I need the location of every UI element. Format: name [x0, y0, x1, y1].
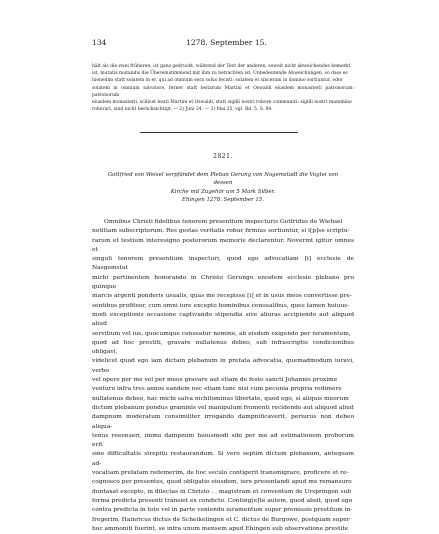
text-line: tenus reeenseri, immo dampnum huiusmodi sibi per me ad estimationem proborum erit: [92, 432, 354, 449]
text-line: nullatenus debeo, hac michi salva nichilominus libertate, quod ego, si aliquis meorum: [92, 395, 349, 402]
text-line: cognosco per presentes, quod obligatio eiusdem, iure presentandi apud me remansuro: [92, 479, 352, 486]
text-line: dampnum moderatum consimiliter irrogando dampnificaverit, periurus non debeo aliqua-: [92, 414, 354, 430]
text-line: venturo infra tres annos eandem nec etiam tunc nisi cum pecunia propria redimere: [92, 386, 342, 393]
note-line: roborari, sind nicht berücksichtigt. — 2) Juni 24. — 3) Mai 25, vgl. Bd. 5, S. 84.: [92, 107, 273, 113]
text-line: contra predicta in toto vel in parte veniendo iuramentum super premissis prestitum in-: [92, 507, 353, 514]
running-header: [92, 38, 354, 48]
note-line: hält als die zwei früheren, ist ganz gedruckt, während der Text der anderen, soweit nicht abweichendes bemerkt: [92, 64, 351, 69]
text-line: servitium vel ius, quocumque censeatur nomine, ab eisdem exigendo per iuramentum,: [92, 330, 351, 337]
text-line: forma predicta presenti transiet ex condicto. Conting[e]te autem, quod absit, quod ego: [92, 497, 353, 504]
charter-text: [92, 218, 354, 534]
text-line: Omnibus Christi fidelibus tenorem presentium inspecturis Gotfridus de Wiehsel: [104, 219, 343, 225]
text-line: vocatiam prefatam redemerim, de hoc seculo contigerit transmigrare, proficere et re-: [92, 470, 349, 477]
regest-line: Kirche mit Zugehör um 5 Mark Silber.: [170, 188, 276, 195]
note-line: solatem in omnium salvatore, ferner statt testarum Martini et Oswaldi eiusdem monasterii patronorum: patronorum: [92, 85, 354, 98]
text-line: duntaxat excepto, in dilectas in Christo . . magistram et conventum de Urspringen sub: [92, 488, 352, 495]
regest-line: Gottfried von Weisel verpfändet dem Pleban Gerung von Nagemstadt die Vogtei von dessen: [107, 172, 339, 187]
footnotes-block: [92, 63, 354, 113]
dating-line: Ehingen 1278. September 15.: [182, 197, 264, 203]
text-line: rarum et testium interesigno posterorum memorie declarentur. Noverint igitur omnes et: [92, 237, 354, 253]
text-line: sentibus profiteor, cum omni iure excepto hominibus censualibus, quos tamen huiuus-: [92, 302, 350, 309]
text-line: modi exceptionis occasione captivando stipendia sive aliuras accipiendo aut aliquod aliud: [92, 311, 354, 328]
text-line: notitiam subscriptorum. Res gestas veritatis robur firmius sortiuntur, si i[p]se scriptu-: [92, 228, 350, 235]
document-number: 2821.: [213, 153, 233, 160]
text-line: fregerim, Hainricus dictus de Scheikelingen et C. dictus de Burgowe, postquam super: [92, 516, 350, 523]
text-line: singuli tenorem presentium inspecturi, quod ego advocatiam [i] ecclesie de Nasgemstat: [92, 256, 354, 272]
note-line: eiusdem monasterii, scilicet beati Martini et Oswaldi, statt sigilli nostri robore communiri: sigilli nostri munimine: [92, 100, 352, 106]
text-line: dictum plebanum pondus graminis vel manipulum frumenti recidendo aut aliquod aliud: [92, 404, 354, 411]
note-line: hienedim statt solatem in er, qui ad omnium sera solus fecisti: solatem et sinceram in domino sortiuntur, oder: [92, 78, 343, 84]
text-line: michi pertinentem honorando in Christo Gerungo eiusdem ecclesie plebano pro quinque: [92, 274, 354, 291]
running-title: 1278. September 15.: [186, 38, 267, 47]
regest-summary: [100, 171, 346, 196]
section-divider: [140, 132, 298, 133]
note-line: ist, mutatis mutandis die Übereinstimmend mit ihm zu betrachten ist. Unbedeutende Abweichungen, so dass es: [92, 71, 348, 77]
text-line: quod ad hoc prestiti, gravare nullatenus debeo, sub infrascriptis condicionibus obligavi,: [92, 339, 354, 356]
text-line: marcis argenti ponderis usualis, quas me recepisse [i] et in usus meos convertisse pre-: [92, 293, 352, 300]
text-line: vel opere per me vel per meos gravare aut etiam de festo sancti Johannis proxime: [92, 377, 338, 384]
text-line: sine difficultatis strepitu restaurandum. Si vero septim dictum plebanum, antequam ad-: [92, 451, 354, 467]
text-line: hoc ammoniti fuerint, se infra unum mensem apud Ehingen sub observatione prestite: [92, 525, 349, 532]
text-line: videlicet quod ego iam dictam plebanum in prefata advocatia, quemadmodum iuravi, verbo: [92, 358, 354, 374]
page-number: 134: [92, 38, 107, 47]
